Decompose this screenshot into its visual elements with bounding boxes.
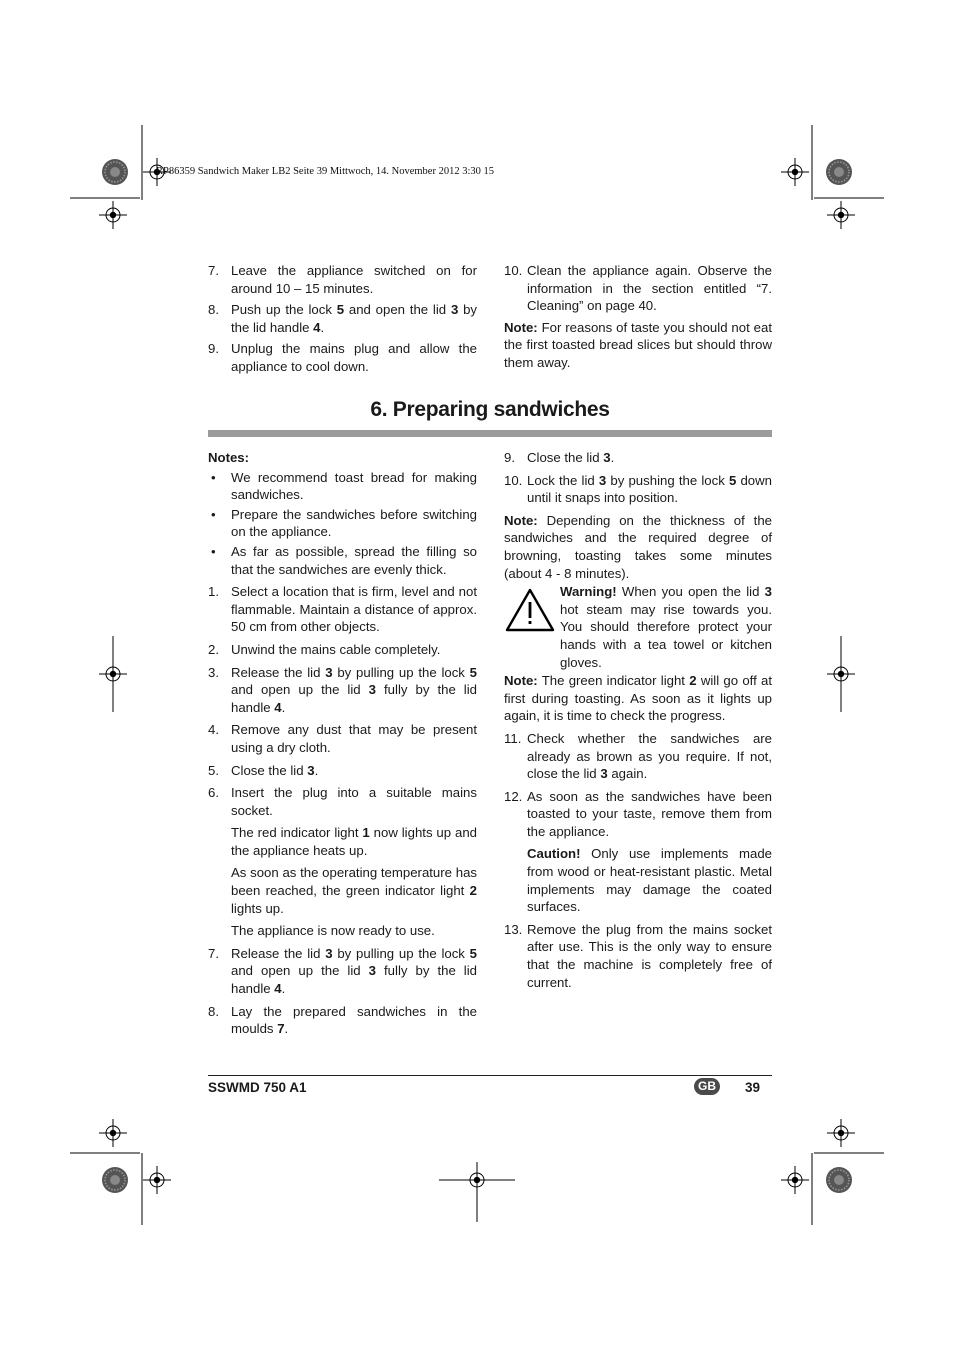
caution-label: Caution! — [527, 846, 581, 862]
print-slug: RP86359 Sandwich Maker LB2 Seite 39 Mittwoch, 14. November 2012 3:30 15 — [156, 166, 495, 177]
part-number: 3 — [368, 963, 376, 979]
step-paragraph — [208, 922, 477, 940]
warning-text: hot steam may rise towards you. You should therefore protect your hands with a tea towel or kitchen gloves. — [560, 601, 772, 670]
caution-text: Only use implements made from wood or heat-resistant plastic. Metal implements may damage the coated surfaces. — [527, 846, 772, 915]
list-number: 7. — [208, 263, 219, 278]
page-number: 39 — [745, 1080, 761, 1095]
bullet-icon: • — [211, 543, 216, 559]
note-label: Note: — [504, 512, 538, 528]
list-number: 9. — [208, 341, 219, 357]
list-text: . — [320, 319, 325, 335]
step-item — [208, 945, 477, 998]
bullet-item — [208, 543, 477, 578]
list-text: Unplug the mains plug and allow the appliance to cool down. — [231, 341, 477, 374]
step-text: and open up the lid — [231, 963, 369, 979]
step-text: As soon as the sandwiches have been toasted to your taste, remove them from the appliance. — [527, 788, 772, 839]
section-divider — [208, 430, 772, 437]
list-text: Clean the appliance again. Observe the information in the section entitled “7. Cleaning” on page 40. — [527, 263, 772, 314]
bullet-item — [208, 506, 477, 541]
part-number: 4 — [313, 319, 321, 335]
caution-paragraph — [504, 845, 772, 915]
step-number: 4. — [208, 722, 219, 738]
step-number: 6. — [208, 785, 219, 801]
part-number: 5 — [728, 472, 737, 488]
language-badge: GB — [694, 1078, 720, 1095]
part-number: 3 — [325, 664, 333, 680]
step-text: Lock the lid — [527, 472, 599, 488]
step-text: Release the lid — [231, 664, 326, 680]
note-label: Note: — [504, 319, 538, 335]
bullet-text: As far as possible, spread the filling so that the sandwiches are evenly thick. — [231, 543, 477, 577]
part-number: 1 — [362, 825, 370, 841]
step-text: Select a location that is firm, level and not flammable. Maintain a distance of approx. 50 cm from other objects. — [231, 584, 477, 635]
part-number: 3 — [598, 472, 607, 488]
step-text: by pulling up the lock — [332, 945, 470, 961]
note-label: Note: — [504, 673, 538, 689]
step-item — [208, 583, 477, 636]
step-text: Release the lid — [231, 945, 326, 961]
step-text: Lay the prepared sandwiches in the moulds — [231, 1003, 477, 1037]
list-item — [504, 262, 772, 315]
note-text: For reasons of taste you should not eat the first toasted bread slices but should throw them away. — [504, 319, 772, 370]
step-paragraph — [208, 864, 477, 917]
step-text: Insert the plug into a suitable mains socket. — [231, 785, 477, 818]
list-item — [208, 262, 477, 297]
bullet-item — [208, 469, 477, 504]
step-item — [208, 1003, 477, 1038]
section-title: 6. Preparing sandwiches — [370, 398, 610, 421]
part-number: 5 — [469, 664, 478, 680]
step-text: by pushing the lock — [606, 472, 729, 488]
step-item — [504, 788, 772, 841]
step-item — [504, 449, 772, 467]
step-number: 3. — [208, 664, 219, 680]
step-text: Close the lid — [527, 450, 604, 465]
step-text: The red indicator light — [231, 825, 363, 841]
step-text: fully by the lid handle — [231, 963, 477, 997]
step-text: lights up. — [231, 900, 284, 916]
list-text: Leave the appliance switched on for around 10 – 15 minutes. — [231, 263, 477, 296]
notes-label: Notes: — [208, 450, 250, 465]
step-text: Unwind the mains cable completely. — [231, 641, 441, 657]
step-item — [208, 641, 477, 659]
part-number: 5 — [336, 302, 345, 318]
note-text: The green indicator light — [537, 673, 690, 689]
part-number: 3 — [600, 766, 608, 782]
step-text: . — [281, 699, 286, 715]
note-paragraph — [504, 512, 772, 582]
part-number: 5 — [469, 945, 478, 961]
step-number: 11. — [504, 730, 522, 746]
step-text: . — [284, 1021, 289, 1037]
part-number: 3 — [368, 682, 376, 698]
step-text: down until it snaps into position. — [527, 472, 772, 506]
note-text: will go off at first during toasting. As soon as it lights up again, it is time to check the progress. — [504, 673, 772, 724]
step-text: Close the lid — [231, 762, 308, 778]
step-text: and open up the lid — [231, 682, 369, 698]
list-text: Push up the lock — [231, 302, 337, 318]
note-paragraph — [504, 672, 772, 725]
step-text: Check whether the sandwiches are already as brown as you require. If not, close the lid — [527, 730, 772, 782]
step-text: . — [281, 981, 286, 997]
step-text: now lights up and the appliance heats up. — [231, 825, 478, 858]
step-number: 12. — [504, 788, 523, 804]
step-paragraph — [208, 824, 477, 859]
step-item — [208, 762, 477, 780]
step-number: 7. — [208, 945, 219, 961]
notes-heading — [208, 449, 477, 467]
top-left-column — [208, 262, 477, 376]
step-number: 10. — [504, 472, 523, 488]
part-number: 2 — [689, 673, 697, 689]
bullet-text: We recommend toast bread for making sandwiches. — [231, 469, 477, 503]
step-text: As soon as the operating temperature has been reached, the green indicator light — [231, 865, 477, 899]
right-column — [504, 449, 772, 991]
step-item — [504, 921, 772, 991]
step-text: Remove the plug from the mains socket after use. This is the only way to ensure that the machine is completely free of current. — [527, 921, 772, 990]
bullet-text: Prepare the sandwiches before switching on the appliance. — [231, 506, 477, 540]
part-number: 3 — [450, 302, 459, 318]
note-paragraph — [504, 319, 772, 372]
bullet-icon: • — [211, 469, 216, 485]
list-item — [208, 301, 477, 336]
warning-text: When you open the lid — [616, 584, 765, 600]
note-text: Depending on the thickness of the sandwiches and the required degree of browning, toasting takes some minutes (about 4 - 8 minutes). — [504, 512, 772, 581]
step-text: fully by the lid handle — [231, 682, 477, 715]
part-number: 3 — [307, 762, 315, 778]
step-number: 9. — [504, 450, 515, 465]
step-number: 8. — [208, 1003, 219, 1019]
list-item — [208, 340, 477, 375]
step-item — [504, 730, 772, 783]
part-number: 2 — [469, 883, 477, 899]
part-number: 4 — [274, 699, 282, 715]
step-number: 5. — [208, 762, 219, 778]
step-text: again. — [607, 766, 648, 782]
step-item — [504, 472, 772, 507]
part-number: 4 — [274, 981, 282, 997]
step-text: Remove any dust that may be present using a dry cloth. — [231, 722, 477, 755]
warning-label: Warning! — [560, 584, 617, 600]
warning-triangle-icon — [504, 587, 556, 633]
model-number: SSWMD 750 A1 — [208, 1080, 307, 1095]
list-text: and open the lid — [344, 302, 451, 318]
step-text: . — [314, 762, 319, 778]
step-number: 13. — [504, 921, 523, 937]
part-number: 3 — [764, 584, 772, 600]
step-text: by pulling up the lock — [332, 664, 470, 680]
step-text: . — [610, 450, 615, 465]
step-number: 1. — [208, 584, 219, 600]
step-text: The appliance is now ready to use. — [231, 923, 435, 939]
step-item — [208, 664, 477, 717]
part-number: 7 — [277, 1021, 285, 1037]
step-item — [208, 721, 477, 756]
step-item — [208, 784, 477, 819]
part-number: 3 — [325, 945, 333, 961]
list-number: 8. — [208, 302, 219, 318]
step-number: 2. — [208, 641, 219, 657]
footer-divider — [208, 1075, 772, 1076]
bullet-icon: • — [211, 506, 216, 522]
top-right-column — [504, 262, 772, 372]
left-column — [208, 449, 477, 1038]
list-text: by the lid handle — [231, 302, 478, 335]
part-number: 3 — [603, 450, 611, 465]
list-number: 10. — [504, 263, 523, 278]
